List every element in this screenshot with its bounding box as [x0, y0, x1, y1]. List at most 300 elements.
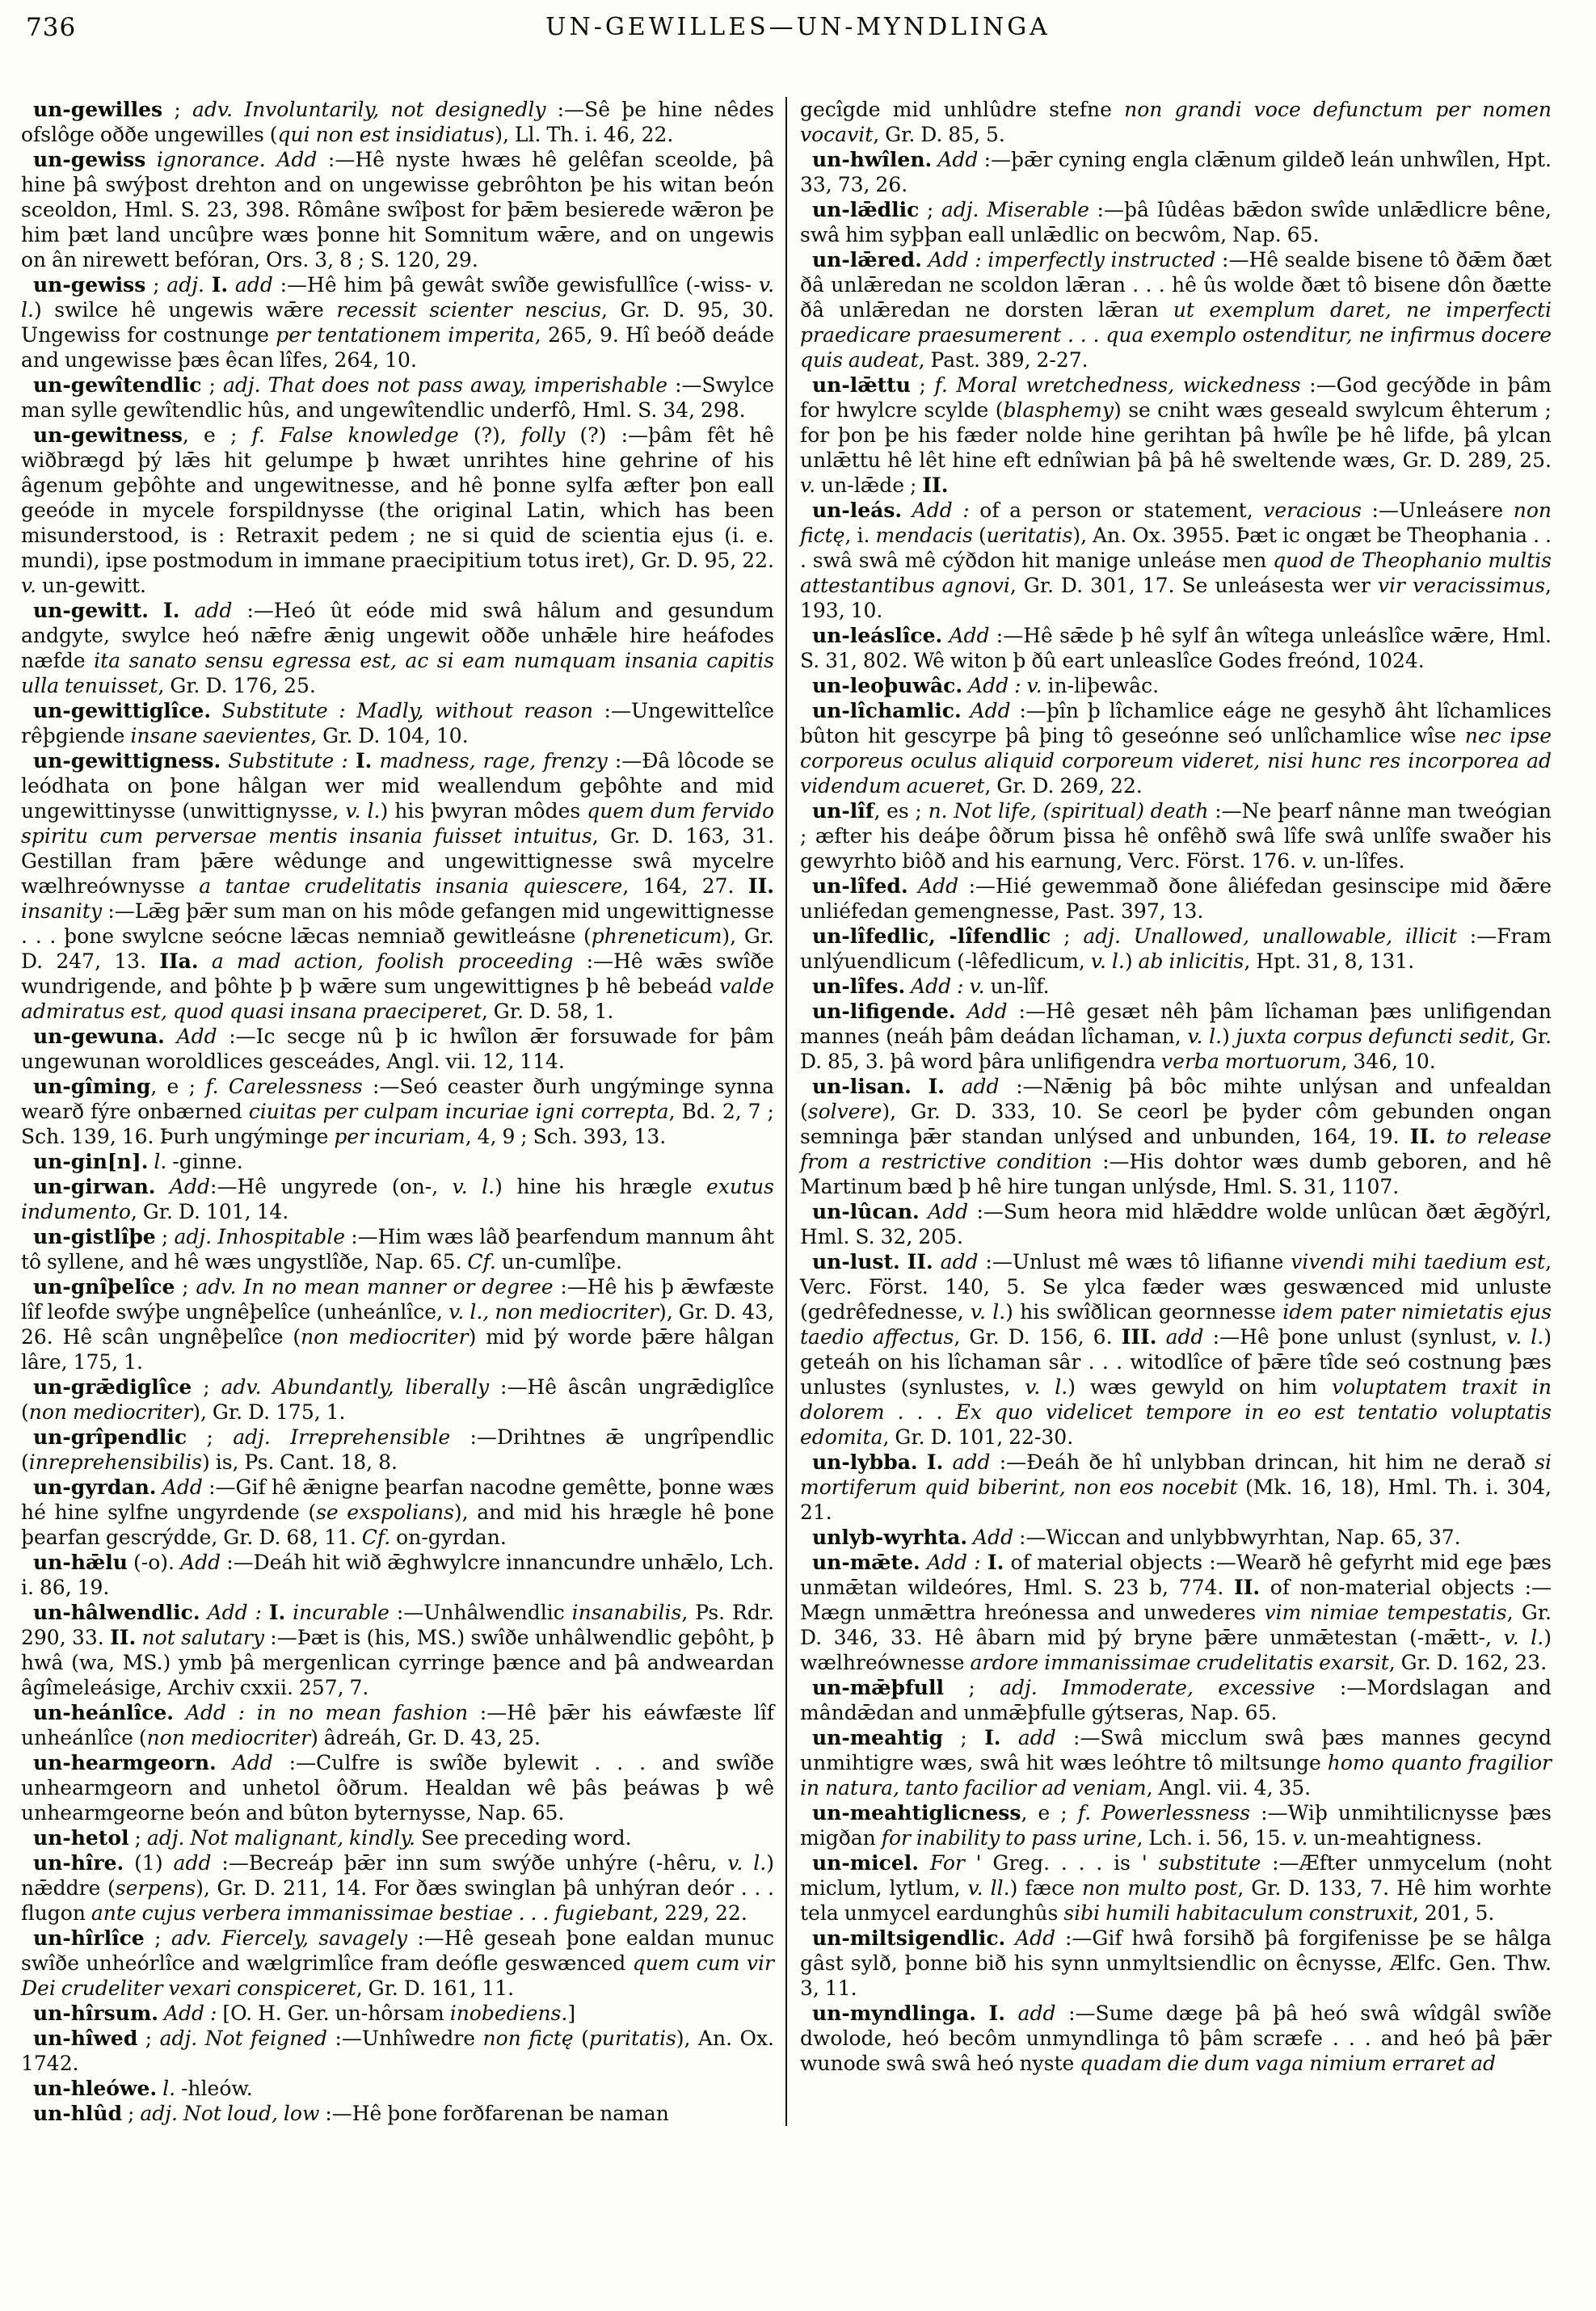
- entry-headword: un-meahtiglicness: [812, 1801, 1021, 1825]
- entry-italic-text: folly: [520, 423, 566, 447]
- entry-italic-text: madness, rage, frenzy: [379, 749, 608, 772]
- entry-headword: un-gnîþelîce: [33, 1275, 175, 1299]
- entry-headword: un-mǣþfull: [812, 1676, 944, 1699]
- entry-text: :—Fram unlýuendlicum (-lêfedlicum,: [800, 924, 1552, 973]
- entry-text: , Lch. i. 56, 15.: [1136, 1826, 1293, 1850]
- entry-text: :—Sum heora mid hlǣddre wolde unlûcan ðæt ǣgðýrl, Hml. S. 32, 205.: [800, 1200, 1552, 1248]
- entry-headword: un-lûcan.: [812, 1200, 920, 1223]
- entry-text: :—Ungewittelîce rêþgiende: [21, 699, 774, 747]
- entry-text: [155, 1175, 169, 1198]
- entry-headword: un-hîrlîce: [33, 1926, 145, 1950]
- entry-italic-text: insanabilis: [571, 1601, 682, 1624]
- dictionary-entry: [800, 623, 1552, 673]
- entry-italic-text: non multo post: [1082, 1876, 1238, 1900]
- entry-headword: un-lǣred.: [812, 248, 922, 272]
- entry-text: :—Hê nyste hwæs hê gelêfan sceolde, þâ hine þâ swýþost drehton and on ungewisse gebrôhton þe his witan beón sceoldon, Hml. S. 23, 398. Rômâne swîþost for þǣm besierede wǣron þe him þæt land uncûþre wæs þonne hit Somnitum wǣre, and on ungewis on ân nirewett befóran, Ors. 3, 8 ; S. 120, 29.: [21, 148, 775, 272]
- entry-text: ), and mid his hrægle hê þone þearfan gescrýdde, Gr. D. 68, 11.: [21, 1501, 774, 1549]
- entry-text: ), An. Ox. 3955. Þæt ic ongæt be Theophania . . . swâ swâ mê cýðdon hit manige unleáse men: [800, 524, 1552, 572]
- entry-text: [1000, 1726, 1017, 1749]
- entry-text: [956, 1000, 967, 1023]
- entry-text: , e ;: [150, 1075, 206, 1098]
- entry-text: :—Hê gesæt nêh þâm lîchaman þæs unlifigendan mannes (neáh þâm deádan lîchaman,: [800, 1000, 1552, 1048]
- entry-italic-text: Add: [276, 148, 318, 171]
- entry-italic-text: for inability to pass urine: [881, 1826, 1137, 1850]
- entry-text: ) is, Ps. Cant. 18, 8.: [202, 1450, 398, 1474]
- entry-italic-text: Immoderate, excessive: [1062, 1676, 1316, 1699]
- entry-italic-text: Add: [232, 1751, 273, 1774]
- entry-text: [271, 1425, 290, 1449]
- dictionary-entry: [800, 924, 1552, 974]
- entry-italic-text: f.: [934, 373, 948, 397]
- entry-headword: un-lǣdlic: [812, 198, 920, 221]
- entry-italic-text: Add : in no mean fashion: [185, 1701, 469, 1724]
- entry-text: [156, 1475, 162, 1499]
- entry-text: [200, 1601, 208, 1624]
- entry-italic-text: Add: [966, 1000, 1008, 1023]
- entry-text: [266, 148, 277, 171]
- entry-text: un-gewitt.: [36, 574, 146, 597]
- dictionary-entry: [800, 1675, 1552, 1725]
- entry-text: ): [1222, 1025, 1236, 1048]
- entry-text: , Gr. D. 162, 23.: [1388, 1651, 1548, 1674]
- entry-text: I.: [268, 1601, 286, 1624]
- entry-text: :—Seó ceaster ðurh ungýminge synna wearð fýre onbærned: [21, 1075, 774, 1123]
- entry-text: [219, 1075, 229, 1098]
- entry-text: [920, 1200, 928, 1223]
- dictionary-entry: [21, 748, 774, 1024]
- entry-text: un-lîf.: [984, 974, 1050, 998]
- entry-text: [962, 699, 971, 722]
- entry-headword: un-gewitness: [33, 423, 183, 447]
- dictionary-entry: [21, 272, 774, 373]
- entry-italic-text: voluptatem traxit in dolorem . . . Ex quo videlicet tempore in eo est tentatio voluptatis edomita: [800, 1375, 1552, 1449]
- entry-italic-text: Not loud, low: [183, 2102, 320, 2125]
- entry-italic-text: v. l.: [970, 1300, 1006, 1324]
- dictionary-entry: [21, 373, 774, 423]
- entry-italic-text: vir veracissimus: [1377, 574, 1546, 597]
- dictionary-entry: [21, 1374, 774, 1425]
- entry-text: [902, 499, 912, 522]
- entry-headword: un-gewuna.: [33, 1025, 165, 1048]
- entry-italic-text: add: [234, 273, 273, 297]
- entry-italic-text: inreprehensibilis: [28, 1450, 202, 1474]
- entry-text: [174, 1701, 186, 1724]
- entry-text: , Ps. Rdr. 290, 33.: [21, 1601, 774, 1649]
- entry-italic-text: Add :: [911, 974, 964, 998]
- entry-italic-text: v. l., non mediocriter: [448, 1300, 659, 1324]
- entry-italic-text: v.: [969, 974, 985, 998]
- dictionary-entry: [800, 1525, 1552, 1550]
- entry-text: ;: [144, 1926, 171, 1950]
- entry-italic-text: v.: [800, 474, 816, 497]
- entry-text: [221, 749, 228, 772]
- entry-text: , Gr. D. 176, 25.: [158, 674, 316, 697]
- entry-text: ) mid þý worde þǣre hâlgan lâre, 175, 1.: [21, 1325, 774, 1374]
- entry-text: -ginne.: [166, 1150, 243, 1173]
- entry-italic-text: Not life, (spiritual) death: [954, 799, 1209, 823]
- entry-headword: un-myndlinga.: [812, 2002, 976, 2025]
- running-head: UN-GEWILLES—UN-MYNDLINGA: [545, 13, 1051, 41]
- entry-headword: un-gyrdan.: [33, 1475, 157, 1499]
- entry-text: ) wælhreównesse: [800, 1626, 1552, 1674]
- dictionary-entry: [21, 1550, 774, 1600]
- entry-text: I.: [987, 1551, 1004, 1574]
- entry-headword: un-lybba.: [812, 1450, 918, 1474]
- entry-italic-text: adj.: [1083, 924, 1121, 948]
- entry-text: ;: [943, 1676, 1000, 1699]
- entry-text: , e ;: [182, 423, 252, 447]
- entry-text: [967, 1526, 973, 1549]
- entry-headword: un-hâlwendlic.: [33, 1601, 200, 1624]
- entry-italic-text: idem pater nimietatis ejus taedio affectus: [800, 1300, 1552, 1349]
- entry-headword: un-hǣlu: [33, 1551, 128, 1574]
- entry-italic-text: Add :: [926, 1551, 981, 1574]
- entry-italic-text: v.: [1026, 674, 1042, 697]
- entry-italic-text: Miserable: [987, 198, 1089, 221]
- entry-text: [1005, 1926, 1015, 1950]
- entry-text: , 346, 10.: [1341, 1050, 1436, 1073]
- entry-text: ;: [910, 373, 935, 397]
- entry-text: [945, 1075, 962, 1098]
- entry-text: :—Gif hwâ forsihð þâ forgifenisse þe se hâlga gâst sylð, þonne bið his synn unmyltsiendlic on êcnysse, Ælfc. Gen. Thw. 3, 11.: [800, 1926, 1552, 2000]
- dictionary-entry: [800, 1550, 1552, 1675]
- dictionary-entry: [800, 999, 1552, 1074]
- entry-headword: un-lisan.: [812, 1075, 912, 1098]
- entry-italic-text: non mediocriter: [146, 1726, 311, 1749]
- dictionary-entry: [800, 1926, 1552, 2001]
- entry-italic-text: vim nimiae tempestatis: [1264, 1601, 1507, 1624]
- entry-text: [261, 373, 268, 397]
- entry-italic-text: vivendi mihi taedium est: [1291, 1250, 1546, 1273]
- entry-headword: un-meahtig: [812, 1726, 943, 1749]
- entry-italic-text: incurable: [293, 1601, 390, 1624]
- entry-text: :—Hê þone unlust (synlust,: [1203, 1325, 1507, 1349]
- entry-italic-text: add: [1165, 1325, 1204, 1349]
- entry-headword: un-hîrsum.: [33, 2002, 158, 2025]
- entry-italic-text: Fiercely, savagely: [221, 1926, 407, 1950]
- dictionary-entry: [21, 1600, 774, 1700]
- entry-text: ;: [175, 1275, 196, 1299]
- dictionary-entry: [21, 1149, 774, 1174]
- entry-text: of a person or statement,: [969, 499, 1264, 522]
- entry-text: :—Hê sealde bisene tô ðǣm ðæt ðâ unlǣredan ne scoldon lǣran . . . hê ûs wolde ðæt tô bisene dôn ðætte ðâ unlǣredan ne dorsten lǣran: [800, 248, 1552, 322]
- entry-italic-text: ciuitas per culpam incuriae igni correpta: [248, 1100, 669, 1123]
- entry-text: , 193, 10.: [800, 574, 1552, 622]
- entry-text: [204, 273, 212, 297]
- entry-text: [981, 1551, 987, 1574]
- entry-text: ;: [192, 1375, 221, 1399]
- entry-italic-text: Add: [928, 1200, 969, 1223]
- entry-text: [1121, 924, 1134, 948]
- entry-italic-text: Add: [949, 624, 990, 647]
- entry-text: :—Sume dæge þâ þâ heó swâ wîdgâl swîðe dwolode, heó becôm unmyndlinga tô þâm scræfe . . . and heó þâ þǣr wunode swâ swâ heó nyste: [800, 2002, 1552, 2075]
- right-column: [787, 97, 1552, 2126]
- entry-text: , e ;: [1021, 1801, 1078, 1825]
- dictionary-entry: [21, 147, 774, 272]
- entry-text: ) wæs gewyld on him: [1068, 1375, 1333, 1399]
- entry-headword: un-hîwed: [33, 2027, 138, 2050]
- entry-italic-text: In no mean manner or degree: [243, 1275, 554, 1299]
- dictionary-entry: [800, 1850, 1552, 1926]
- entry-italic-text: v. l.: [452, 1175, 495, 1198]
- entry-italic-text: adj.: [222, 373, 261, 397]
- entry-text: ;: [122, 2102, 141, 2125]
- dictionary-entry: [21, 1174, 774, 1224]
- entry-italic-text: quem dum fervido spiritu cum perversae mentis insania fuisset intuitus: [21, 799, 775, 848]
- entry-italic-text: f.: [205, 1075, 219, 1098]
- entry-italic-text: non grandi voce defunctum per nomen vocavit: [800, 98, 1552, 146]
- entry-italic-text: inobediens.: [449, 2002, 568, 2025]
- entry-headword: un-lîfedlic, -lîfendlic: [812, 924, 1051, 948]
- dictionary-entry: [800, 1725, 1552, 1800]
- entry-italic-text: Add :: [912, 499, 970, 522]
- entry-text: ) swilce hê ungewis wǣre: [33, 298, 337, 322]
- entry-text: ) se cniht wæs geseald swylcum êhterum ; for þon þe his fæder nolde hine gerihtan þâ hwîle þe hê lifde, þâ ylcan unlǣttu hê lêt hine eft ednîwian þâ þâ hê sweltende wæs, Gr. D. 289, 25.: [800, 398, 1552, 472]
- entry-italic-text: per tentationem imperita: [276, 323, 535, 347]
- entry-italic-text: ante cujus verbera immanissimae bestiae . . . fugiebant: [91, 1901, 653, 1925]
- entry-italic-text: adv.: [171, 1926, 212, 1950]
- entry-headword: un-miltsigendlic.: [812, 1926, 1006, 1950]
- entry-headword: un-micel.: [812, 1851, 920, 1875]
- entry-text: ' Greg. . . . is ': [964, 1851, 1159, 1875]
- entry-continuation: [800, 97, 1552, 147]
- entry-text: ;: [919, 198, 941, 221]
- entry-italic-text: Add: [180, 1551, 221, 1574]
- entry-text: [919, 1851, 930, 1875]
- entry-text: :—Hê geseah þone ealdan munuc swîðe unheórlîce and wælgrimlîce fram deófle geswænced: [21, 1926, 774, 1975]
- entry-italic-text: juxta corpus defuncti sedit: [1236, 1025, 1510, 1048]
- entry-italic-text: non fictę: [800, 499, 1552, 547]
- entry-text: [197, 2027, 204, 2050]
- entry-text: , Gr. D. 85, 3. þâ word þâra unlifigendra: [800, 1025, 1552, 1073]
- entry-text: :—Hê ungyrede (on-,: [210, 1175, 453, 1198]
- entry-italic-text: v. l.: [21, 273, 775, 322]
- entry-text: :—Lǣg þǣr sum man on his môde gefangen mid ungewittignesse . . . þone swylcne seócne lǣcas nemniað gewitleásne (: [21, 899, 774, 948]
- entry-headword: un-lîfed.: [812, 874, 908, 898]
- entry-italic-text: Substitute : Madly, without reason: [221, 699, 593, 722]
- entry-italic-text: Add: [970, 699, 1011, 722]
- entry-text: [979, 198, 987, 221]
- entry-text: III.: [1121, 1325, 1157, 1349]
- entry-text: [1091, 1801, 1101, 1825]
- entry-italic-text: That does not pass away, imperishable: [267, 373, 668, 397]
- dictionary-entry: [800, 373, 1552, 498]
- entry-italic-text: v.: [1292, 1826, 1308, 1850]
- entry-italic-text: Add: [169, 1175, 211, 1198]
- entry-text: [908, 874, 918, 898]
- entry-headword: un-grîpendlic: [33, 1425, 187, 1449]
- entry-italic-text: non mediocriter: [28, 1400, 193, 1424]
- entry-text: [O. H. Ger. un-hôrsam: [217, 2002, 450, 2025]
- entry-italic-text: For: [929, 1851, 965, 1875]
- dictionary-entry: [800, 1450, 1552, 1525]
- entry-text: II.: [747, 874, 774, 898]
- entry-italic-text: ignorance.: [156, 148, 266, 171]
- entry-text: ) nǣddre (: [21, 1851, 774, 1900]
- entry-text: , Gr. D. 163, 31. Gestillan fram þǣre wêdunge and ungewittignesse swâ mycelre wælhreównysse: [21, 824, 774, 898]
- entry-italic-text: mendacis: [875, 524, 973, 547]
- entry-text: II.: [1234, 1576, 1261, 1599]
- entry-text: :—Becreáp þǣr inn sum swýðe unhýre (-hêru,: [211, 1851, 728, 1875]
- entry-headword: un-gewittiglîce.: [33, 699, 212, 722]
- entry-text: , Gr. D. 104, 10.: [310, 724, 469, 747]
- entry-italic-text: Add : imperfectly instructed: [928, 248, 1216, 272]
- entry-text: :—Sê þe hine nêdes ofslôge oððe ungewilles (: [21, 98, 774, 146]
- entry-italic-text: sibi humili habitaculum construxit: [1063, 1901, 1413, 1925]
- entry-text: :—þîn þ lîchamlice eáge ne gesyhð âht lîchamlices bûton hit gescyrpe þâ þing tô geseónne seó unlîchamlice wîse: [800, 699, 1552, 747]
- entry-text: (?),: [458, 423, 521, 447]
- entry-italic-text: Cf.: [361, 1526, 391, 1549]
- entry-text: ), Gr. D. 247, 13.: [21, 924, 774, 973]
- entry-text: -hleów.: [175, 2077, 253, 2100]
- entry-text: [1156, 1325, 1165, 1349]
- dictionary-entry: [21, 1850, 774, 1926]
- dictionary-entry: [21, 2026, 774, 2076]
- entry-text: ), Gr. D. 333, 10. Se ceorl þe þyder côm gebunden ongan semninga þǣr standan unlýsed and unbunden, 164, 19.: [800, 1100, 1552, 1148]
- entry-text: ;: [128, 1826, 147, 1850]
- entry-text: :—Deáh hit wið ǣghwylcre innancundre unhǣlo, Lch. i. 86, 19.: [21, 1551, 774, 1599]
- entry-text: :—Hê him þâ gewât swîðe gewisfullîce (-wiss-: [272, 273, 759, 297]
- entry-italic-text: adj.: [166, 273, 204, 297]
- entry-text: , Gr. D. 301, 17. Se unleásesta wer: [1009, 574, 1378, 597]
- entry-text: , Gr. D. 133, 7. Hê him worhte tela unmycel eardunghûs: [800, 1876, 1552, 1925]
- dictionary-entry: [21, 1825, 774, 1850]
- entry-italic-text: to release from a restrictive condition: [800, 1125, 1552, 1173]
- entry-text: I.: [984, 1726, 1001, 1749]
- entry-headword: un-lîchamlic.: [812, 699, 962, 722]
- entry-italic-text: add: [961, 1075, 1000, 1098]
- entry-text: un-cumlîþe.: [495, 1250, 622, 1273]
- entry-italic-text: Add: [937, 148, 979, 171]
- dictionary-entry: [21, 97, 774, 147]
- dictionary-entry: [21, 698, 774, 748]
- dictionary-entry: [800, 1074, 1552, 1199]
- entry-italic-text: adj.: [159, 2027, 198, 2050]
- entry-text: :—Heó ût eóde mid swâ hâlum and gesundum andgyte, swylce heó nǣfre ǣnig ungewit oððe unhǣle hire heáfodes næfde: [21, 599, 774, 672]
- entry-italic-text: ueritatis: [986, 524, 1073, 547]
- entry-text: , Gr. D. 85, 5.: [873, 123, 1005, 146]
- entry-italic-text: v. l.: [345, 799, 381, 823]
- entry-text: [900, 1250, 907, 1273]
- entry-headword: un-leoþuwâc.: [812, 674, 963, 697]
- entry-text: , Hpt. 31, 8, 131.: [1244, 949, 1415, 973]
- entry-text: :—Hê his þ ǣwfæste lîf leofde swýþe ungnêþelîce (unheánlîce,: [21, 1275, 774, 1324]
- entry-text: :—Swâ micclum swâ þæs mannes gecynd unmihtigre wæs, swâ hit wæs leóhtre tô miltsunge: [800, 1726, 1552, 1774]
- entry-italic-text: add: [173, 1851, 212, 1875]
- entry-italic-text: adj.: [146, 1826, 185, 1850]
- dictionary-entry: [800, 1199, 1552, 1249]
- entry-italic-text: ut exemplum daret, ne imperfecti praedicare praesumerent . . . qua exemplo ostenditur, ne infirmus docere quis audeat: [800, 298, 1552, 372]
- entry-italic-text: serpens: [115, 1876, 196, 1900]
- entry-text: I.: [211, 273, 229, 297]
- dictionary-entry: [21, 423, 774, 598]
- entry-text: of material objects :—Wearð hê gefyrht mid ege þæs unmǣtan wildeóres, Hml. S. 23 b, 774.: [800, 1551, 1552, 1599]
- dictionary-entry: [800, 1249, 1552, 1450]
- entry-text: , 201, 5.: [1412, 1901, 1495, 1925]
- entry-text: I.: [928, 1075, 945, 1098]
- entry-italic-text: Irreprehensible: [290, 1425, 451, 1449]
- entry-text: in-liþewâc.: [1042, 674, 1160, 697]
- dictionary-entry: [800, 673, 1552, 698]
- entry-text: , Gr. D. 101, 14.: [130, 1200, 289, 1223]
- entry-text: ): [1124, 949, 1139, 973]
- entry-text: [1005, 2002, 1018, 2025]
- entry-text: ;: [137, 2027, 160, 2050]
- entry-text: :—Þæt is (his, MS.) swîðe unhâlwendlic geþôht, þ hwâ (wa, MS.) ymb þâ mergenlican cyrringe þænce and þâ andweardan âgîmeleásige, Archiv cxxii. 257, 7.: [21, 1626, 775, 1699]
- entry-text: ;: [145, 273, 167, 297]
- entry-text: , Angl. vii. 4, 35.: [1146, 1776, 1312, 1800]
- entry-italic-text: l.: [154, 1150, 167, 1173]
- entry-headword: un-lîf: [812, 799, 874, 823]
- entry-text: , 4, 9 ; Sch. 393, 13.: [465, 1125, 667, 1148]
- entry-italic-text: False knowledge: [280, 423, 459, 447]
- entry-text: [976, 2002, 989, 2025]
- entry-text: ;: [162, 98, 192, 121]
- entry-italic-text: Unallowed, unallowable, illicit: [1133, 924, 1457, 948]
- entry-italic-text: quod de Theophanio multis attestantibus agnovi: [800, 549, 1552, 597]
- page-number: 736: [26, 13, 77, 42]
- entry-italic-text: phreneticum: [591, 924, 722, 948]
- dictionary-entry: [21, 1274, 774, 1374]
- entry-italic-text: se exspolians: [316, 1501, 454, 1524]
- entry-headword: un-hwîlen.: [812, 148, 933, 171]
- entry-italic-text: Add: [1015, 1926, 1056, 1950]
- entry-headword: un-hleówe.: [33, 2077, 158, 2100]
- entry-text: II.: [922, 474, 949, 497]
- entry-text: IIa.: [159, 949, 199, 973]
- entry-text: II.: [110, 1626, 137, 1649]
- entry-italic-text: non fictę: [482, 2027, 574, 2050]
- entry-italic-text: adj.: [140, 2102, 178, 2125]
- entry-text: ), Ll. Th. i. 46, 22.: [495, 123, 674, 146]
- entry-italic-text: v.: [1301, 849, 1318, 873]
- entry-italic-text: v. ll.: [967, 1876, 1010, 1900]
- entry-text: , Gr. D. 161, 11.: [356, 1976, 515, 2000]
- entry-italic-text: Add: [176, 1025, 217, 1048]
- entry-text: [918, 1450, 927, 1474]
- entry-text: ), Gr. D. 211, 14. For ðæs swinglan þâ unhýran deór . . . flugon: [21, 1876, 774, 1925]
- entry-text: :—Hê sǣde þ hê sylf ân wîtega unleáslîce wǣre, Hml. S. 31, 802. Wê witon þ ðû eart unleaslîce Godes freónd, 1024.: [800, 624, 1552, 672]
- entry-text: [948, 373, 957, 397]
- entry-text: (Mk. 16, 18), Hml. Th. i. 304, 21.: [800, 1475, 1552, 1524]
- entry-italic-text: add: [1017, 1726, 1056, 1749]
- entry-text: ), Gr. D. 175, 1.: [192, 1400, 346, 1424]
- dictionary-entry: [800, 974, 1552, 999]
- entry-italic-text: si mortiferum quid biberint, non eos nocebit: [800, 1450, 1552, 1499]
- dictionary-entry: [800, 498, 1552, 623]
- entry-text: [158, 2002, 164, 2025]
- entry-text: [236, 1275, 243, 1299]
- entry-text: ]: [567, 2002, 576, 2025]
- entry-italic-text: a mad action, foolish proceeding: [211, 949, 574, 973]
- entry-text: :—Ðâ lôcode se leódhata on þone hâlgan wer mid weallendum geþôhte and mid ungewittinysse (unwittignysse,: [21, 749, 775, 823]
- entry-italic-text: Moral wretchedness, wickedness: [956, 373, 1301, 397]
- entry-text: [265, 423, 280, 447]
- entry-headword: un-hetol: [33, 1826, 129, 1850]
- entry-text: :—Wiccan and unlybbwyrhtan, Nap. 65, 37.: [1013, 1526, 1461, 1549]
- entry-text: [1038, 1676, 1062, 1699]
- entry-text: ) his swîðlican geornnesse: [1005, 1300, 1283, 1324]
- entry-headword: un-gistlîþe: [33, 1225, 156, 1248]
- entry-italic-text: v. l.: [1503, 1626, 1544, 1649]
- entry-italic-text: Add: [973, 1526, 1014, 1549]
- entry-headword: un-gin[n].: [33, 1150, 149, 1173]
- entry-text: ) fæce: [1009, 1876, 1083, 1900]
- entry-text: I.: [355, 749, 373, 772]
- entry-text: , Verc. Först. 140, 5. Se ylca fæder wæs geswænced mid unluste (gedrêfednesse,: [800, 1250, 1552, 1324]
- entry-text: II.: [907, 1250, 933, 1273]
- dictionary-entry: [800, 798, 1552, 873]
